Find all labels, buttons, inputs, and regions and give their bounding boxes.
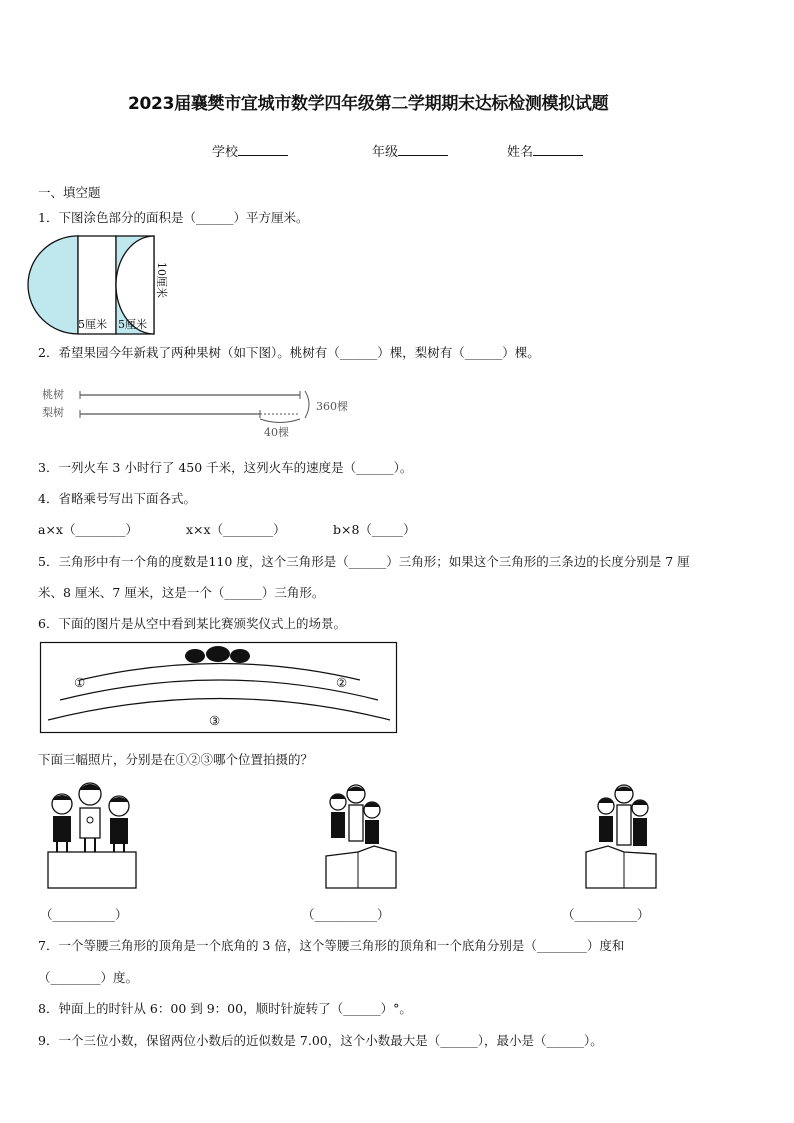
section-heading: 一、填空题 <box>38 185 101 200</box>
question-9: 9．一个三位小数，保留两位小数后的近似数是 7.00，这个小数最大是（______），最小是（______）。 <box>38 1033 603 1048</box>
q6-position-1: ① <box>74 675 86 690</box>
q4-item-b: x×x（________） <box>186 522 286 537</box>
q6-answer-2: （__________） <box>302 907 390 922</box>
school-field <box>212 141 288 160</box>
question-7-line1: 7．一个等腰三角形的顶角是一个底角的 3 倍，这个等腰三角形的顶角和一个底角分别是（________）度和 <box>38 938 625 953</box>
name-blank <box>533 143 583 156</box>
photo-1-podium-front <box>40 778 150 890</box>
question-6: 6．下面的图片是从空中看到某比赛颁奖仪式上的场景。 <box>38 616 346 631</box>
name-field <box>507 141 583 160</box>
grade-field <box>372 141 448 160</box>
q6-subquestion: 下面三幅照片，分别是在①②③哪个位置拍摄的？ <box>38 752 314 767</box>
q4-item-a: a×x（________） <box>38 522 138 537</box>
question-8: 8．钟面上的时针从 6：00 到 9：00，顺时针旋转了（______）°。 <box>38 1001 412 1016</box>
page-title: 2023届襄樊市宜城市数学四年级第二学期期末达标检测模拟试题 <box>128 94 609 114</box>
photo-3-podium-side <box>580 780 670 892</box>
school-label: 学校 <box>212 145 239 160</box>
q1-width-label-1: 5厘米 <box>78 318 107 331</box>
q2-diff-label: 40棵 <box>264 426 289 439</box>
q6-answer-3: （__________） <box>562 907 650 922</box>
q1-width-label-2: 5厘米 <box>118 318 147 331</box>
q2-row-peach: 桃树 <box>42 388 64 401</box>
grade-label: 年级 <box>372 145 399 160</box>
q1-height-label: 10厘米 <box>155 262 168 298</box>
question-4: 4．省略乘号写出下面各式。 <box>38 491 196 506</box>
photo-2-podium-side <box>318 780 408 892</box>
q2-bar-figure <box>80 388 320 428</box>
question-1: 1．下图涂色部分的面积是（______）平方厘米。 <box>38 210 309 225</box>
q2-total-label: 360棵 <box>316 400 348 413</box>
name-label: 姓名 <box>507 145 534 160</box>
q6-position-2: ② <box>336 675 348 690</box>
grade-blank <box>398 143 448 156</box>
school-blank <box>238 143 288 156</box>
question-5-line2: 米、8 厘米、7 厘米，这是一个（______）三角形。 <box>38 585 325 600</box>
q6-position-3: ③ <box>209 713 221 728</box>
q6-answer-1: （__________） <box>40 907 128 922</box>
question-2: 2．希望果园今年新栽了两种果树（如下图）。桃树有（______）棵，梨树有（______）棵。 <box>38 345 540 360</box>
q2-row-pear: 梨树 <box>42 406 64 419</box>
q4-item-c: b×8（_____） <box>333 522 416 537</box>
question-7-line2: （________）度。 <box>38 970 139 985</box>
question-5-line1: 5．三角形中有一个角的度数是110 度，这个三角形是（______）三角形；如果这个三角形的三条边的长度分别是 7 厘 <box>38 554 690 569</box>
question-3: 3．一列火车 3 小时行了 450 千米，这列火车的速度是（______）。 <box>38 460 413 475</box>
